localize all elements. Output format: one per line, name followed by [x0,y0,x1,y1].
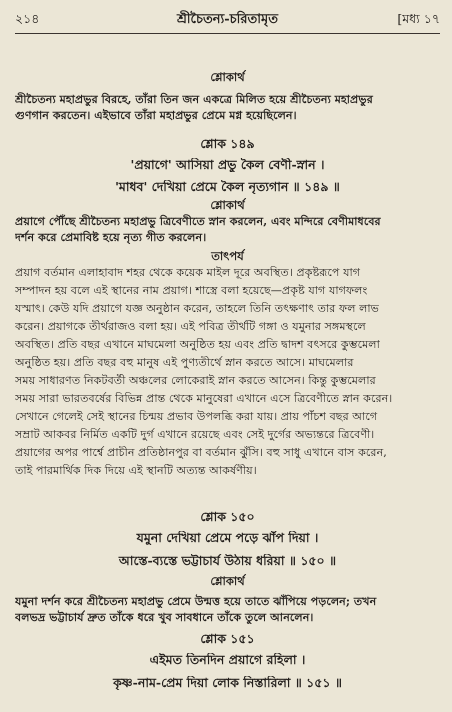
purport-line: যস্মাৎ। কেউ যদি প্রয়াগে যজ্ঞ অনুষ্ঠান করেন, তাহলে তিনি তৎক্ষণাৎ তার ফল লাভ [15,302,380,315]
translation-label: শ্লোকার্থ [210,70,245,84]
purport-line: প্রয়াগের অপর পার্শ্বে প্রাচীন প্রতিষ্ঠানপুর বা বর্তমান ঝুঁসি। বহু সাধু এখানে বাস করেন, [15,446,387,459]
purport-line: অবস্থিত। প্রতি বছর এখানে মাঘমেলা অনুষ্ঠিত হয় এবং প্রতি দ্বাদশ বৎসরে কুম্ভমেলা [15,338,380,351]
translation-line: যমুনা দর্শন করে শ্রীচৈতন্য মহাপ্রভু প্রেমে উন্মত্ত হয়ে তাতে ঝাঁপিয়ে পড়লেন; তখন [15,594,377,608]
translation-line: প্রয়াগে পৌঁছে শ্রীচৈতন্য মহাপ্রভু ত্রিবেণীতে স্নান করলেন, এবং মন্দিরে বেণীমাধবের [15,214,381,228]
chapter-reference: [মধ্য ১৭ [397,11,440,26]
purport-line: সময় সাধারণত নিকটবর্তী অঞ্চলের লোকেরাই স্নান করতে আসেন। কিন্তু কুম্ভমেলার [15,374,376,387]
translation-line: শ্রীচৈতন্য মহাপ্রভুর বিরহে, তাঁরা তিন জন একত্রে মিলিত হয়ে শ্রীচৈতন্য মহাপ্রভুর [15,92,373,106]
verse-line: আস্তে-ব্যস্তে ভট্টাচার্য উঠায় ধরিয়া ॥ ১৫০ ॥ [118,554,337,568]
purport-label: তাৎপর্য [211,249,244,263]
purport-line: অনুষ্ঠিত হয়। প্রতি বছর বহু মানুষ এই পুণ্যতীর্থে স্নান করতে আসে। মাঘমেলার [15,356,354,369]
verse-line: কৃষ্ণ-নাম-প্রেম দিয়া লোক নিস্তারিলা ॥ ১৫১ ॥ [113,676,342,690]
running-title: শ্রীচৈতন্য-চরিতামৃত [176,12,279,27]
verse-heading: শ্লোক ১৫০ [200,510,255,524]
page-number: ২১৪ [15,11,40,26]
verse-line: এইমত তিনদিন প্রয়াগে রহিলা । [149,653,306,667]
translation-line: দর্শন করে প্রেমাবিষ্ট হয়ে নৃত্য গীত করলেন। [15,230,207,244]
purport-line: করেন। প্রয়াগকে তীর্থরাজও বলা হয়। এই পবিত্র তীর্থটি গঙ্গা ও যমুনার সঙ্গমস্থলে [15,320,366,333]
page-header [15,9,440,31]
purport-line: সম্পাদন হয় বলে এই স্থানের নাম প্রয়াগ। শাস্ত্রে বলা হয়েছে—প্রকৃষ্ট যাগ যাগফলং [15,284,368,297]
verse-line: যমুনা দেখিয়া প্রেমে পড়ে ঝাঁপ দিয়া । [136,531,319,545]
purport-line: সেখানে গেলেই সেই স্থানের চিন্ময় প্রভাব উপলব্ধি করা যায়। প্রায় পাঁচশ বছর আগে [15,410,378,423]
purport-line: সম্রাট আকবর নির্মিত একটি দুর্গ এখানে রয়েছে এবং সেই দুর্গের অভ্যন্তরে ত্রিবেণী। [15,428,375,441]
header-rule [15,33,440,34]
verse-line: 'প্রয়াগে' আসিয়া প্রভু কৈল বেণী-স্নান । [130,158,325,172]
purport-line: প্রয়াগ বর্তমান এলাহাবাদ শহর থেকে কয়েক মাইল দূরে অবস্থিত। প্রকৃষ্টরূপে যাগ [15,266,361,279]
translation-label: শ্লোকার্থ [210,198,245,212]
translation-label: শ্লোকার্থ [210,574,245,588]
translation-line: বলভদ্র ভট্টাচার্য দ্রুত তাঁকে ধরে খুব সাবধানে তাঁকে তুলে আনলেন। [15,610,314,624]
purport-line: তাই পারমার্থিক দিক দিয়ে এই স্থানটি অত্যন্ত আকর্ষণীয়। [15,464,257,477]
verse-line: 'মাধব' দেখিয়া প্রেমে কৈল নৃত্যগান ॥ ১৪৯ ॥ [115,180,340,194]
verse-heading: শ্লোক ১৪৯ [200,137,255,151]
verse-heading: শ্লোক ১৫১ [200,632,255,646]
translation-line: গুণগান করতেন। এইভাবে তাঁরা মহাপ্রভুর প্রেমে মগ্ন হয়েছিলেন। [15,108,297,122]
purport-line: সময় সারা ভারতবর্ষের বিভিন্ন প্রান্ত থেকে মানুষেরা এখানে এসে ত্রিবেণীতে স্নান করেন। [15,392,393,405]
